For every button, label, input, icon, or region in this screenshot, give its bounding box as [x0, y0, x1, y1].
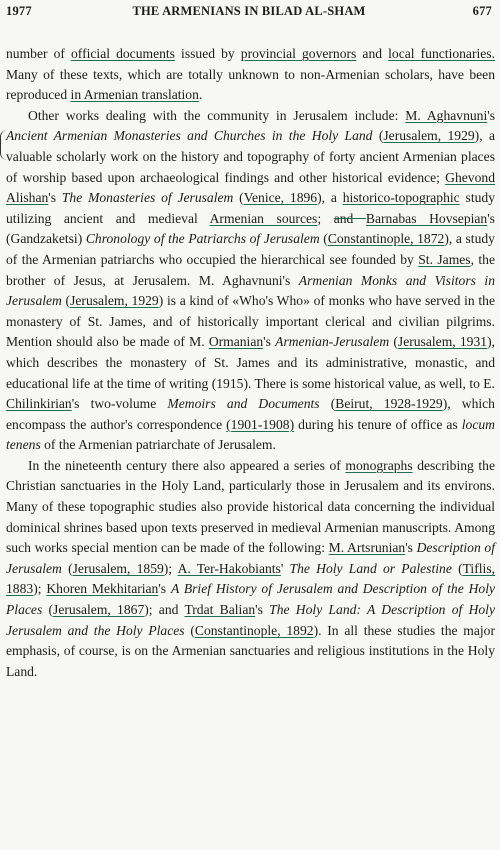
- underlined-text: historico-topographic: [342, 190, 460, 206]
- text-run: (: [61, 293, 71, 309]
- text-run: .: [198, 87, 203, 103]
- underlined-text: Jerusalem, 1867: [53, 602, 145, 618]
- underlined-text: St. James: [418, 251, 471, 267]
- text-run: ': [280, 560, 290, 576]
- underlined-text: Beirut, 1928-1929: [335, 396, 443, 412]
- body-text: [6, 44, 495, 682]
- text-run: (: [184, 622, 195, 638]
- text-run: describing the Christian sanctuaries in the Holy Land, particularly those in Jerusalem and its environs. Many of these topographic studies also provide historical data concerning the individual dominical shrines based upon texts preserved in medieval Armenian manuscripts. Among such works special mention can be made of the following:: [6, 457, 495, 556]
- underlined-text: Ghevond Alishan: [6, 169, 495, 206]
- underlined-text: (1901-1908): [226, 416, 295, 432]
- text-run: 's: [263, 334, 276, 350]
- text-run: (: [451, 560, 463, 576]
- italic-title: Chronology of the Patriarchs of Jerusalem: [85, 231, 320, 247]
- italic-title: A Brief History of Jerusalem and Description of the Holy Places: [6, 581, 496, 618]
- text-run: ), a: [317, 190, 343, 206]
- underlined-text: Venice, 1896: [243, 190, 318, 206]
- text-run: );: [33, 581, 47, 597]
- underlined-text: M. Artsrunian: [328, 540, 406, 556]
- italic-title: Memoirs and Documents: [167, 396, 320, 412]
- text-run: 's: [255, 602, 270, 618]
- italic-title: The Holy Land or Palestine: [289, 560, 452, 576]
- paragraph-continued: [6, 44, 495, 106]
- text-run: ;: [317, 210, 334, 226]
- text-run: ); and: [144, 602, 185, 618]
- header-title: THE ARMENIANS IN BILAD AL-SHAM: [132, 4, 366, 18]
- underlined-text: A. Ter-Hakobiants: [177, 560, 281, 576]
- running-header: [6, 4, 492, 22]
- text-run: 's two-volume: [71, 396, 168, 412]
- underlined-text: Ormanian: [208, 334, 264, 350]
- text-run: (: [233, 190, 244, 206]
- text-run: and: [356, 46, 389, 61]
- text-run: (: [61, 560, 73, 576]
- underlined-text: Constantinople, 1892: [194, 622, 314, 638]
- italic-title: The Holy Land: A Description of Holy Jerusalem and the Holy Places: [6, 602, 495, 638]
- text-run: ), a valuable scholarly work on the history and topography of forty ancient Armenian places of worship based upon archaeological findings and other historical evidence;: [6, 128, 495, 185]
- text-run: ), which encompass the author's correspondence: [6, 396, 495, 432]
- text-run: 's: [405, 540, 417, 556]
- text-run: (: [319, 231, 328, 247]
- text-run: (: [372, 128, 384, 144]
- italic-title: locum tenens: [6, 416, 495, 453]
- paragraph-nineteenth-century: [6, 456, 495, 683]
- text-run: ). In all these studies the major emphasis, of course, is on the Armenian sanctuaries and religious institutions in the Holy Land.: [6, 622, 495, 679]
- text-run: 's: [158, 581, 171, 597]
- text-run: during his tenure of office as: [294, 416, 462, 432]
- text-run: of the Armenian patriarchate of Jerusalem.: [40, 437, 276, 453]
- text-run: ), which describes the monastery of St. James and its administrative, monastic, and educational life at the time of writing (1915). There is some historical value, as well, to E.: [6, 334, 496, 391]
- italic-title: Ancient Armenian Monasteries and Churches in the Holy Land: [6, 128, 373, 144]
- underlined-text: Jerusalem, 1929: [383, 128, 475, 144]
- text-run: 's: [487, 107, 495, 123]
- italic-title: The Monasteries of Jerusalem: [61, 190, 234, 206]
- underlined-text: Chilinkirian: [6, 396, 72, 412]
- text-run: (: [389, 334, 398, 350]
- italic-title: Armenian-Jerusalem: [275, 334, 390, 350]
- text-run: 's (Gandzaketsi): [6, 210, 495, 247]
- text-run: Many of these texts, which are totally unknown to non-Armenian scholars, have been reproduced: [6, 66, 495, 103]
- underlined-text: in Armenian translation: [70, 87, 199, 103]
- text-run: (: [42, 602, 54, 618]
- italic-title: Description of Jerusalem: [6, 540, 495, 576]
- underlined-text: Jerusalem, 1859: [72, 560, 164, 576]
- text-run: 's: [48, 190, 62, 206]
- underlined-text: local functionaries.: [388, 46, 495, 61]
- text-run: number of: [6, 46, 71, 61]
- underlined-text: Constantinople, 1872: [327, 231, 445, 247]
- text-run: Other works dealing with the community in Jerusalem include:: [28, 107, 406, 123]
- underlined-text: Jerusalem, 1931: [397, 334, 488, 350]
- text-run: issued by: [174, 46, 241, 61]
- italic-title: Armenian Monks and Visitors in Jerusalem: [6, 272, 495, 309]
- text-run: ), a study of the Armenian patriarchs who occupied the hierarchical see founded by: [6, 231, 495, 267]
- text-run: study utilizing ancient and medieval: [6, 190, 495, 226]
- text-run: );: [163, 560, 178, 576]
- underlined-text: Khoren Mekhitarian: [46, 581, 159, 597]
- header-year: 1977: [6, 4, 32, 18]
- text-run: ) is a kind of «Who's Who» of monks who have served in the monastery of St. James, and of historically important clerical and civilian pilgrims. Mention should also be made of M.: [6, 293, 496, 350]
- underlined-text: Trdat Balian: [184, 602, 256, 618]
- underlined-text: Armenian sources: [209, 210, 318, 226]
- text-run: , the brother of Jesus, at Jerusalem. M. Aghavnuni's: [6, 251, 495, 288]
- underlined-text: official documents: [71, 46, 175, 61]
- underlined-text: M. Aghavnuni: [405, 107, 488, 123]
- text-run: In the nineteenth century there also appeared a series of: [28, 457, 346, 473]
- page-number: 677: [472, 4, 492, 18]
- underlined-text: monographs: [345, 457, 413, 473]
- text-run: (: [319, 396, 336, 412]
- paragraph-other-works: [6, 106, 495, 456]
- struck-text: and: [333, 210, 366, 226]
- underlined-text: Jerusalem, 1929: [70, 293, 159, 309]
- underlined-text: Barnabas Hovsepian: [365, 210, 488, 226]
- underlined-text: provincial governors: [240, 46, 357, 61]
- underlined-text: Tiflis, 1883: [6, 560, 495, 597]
